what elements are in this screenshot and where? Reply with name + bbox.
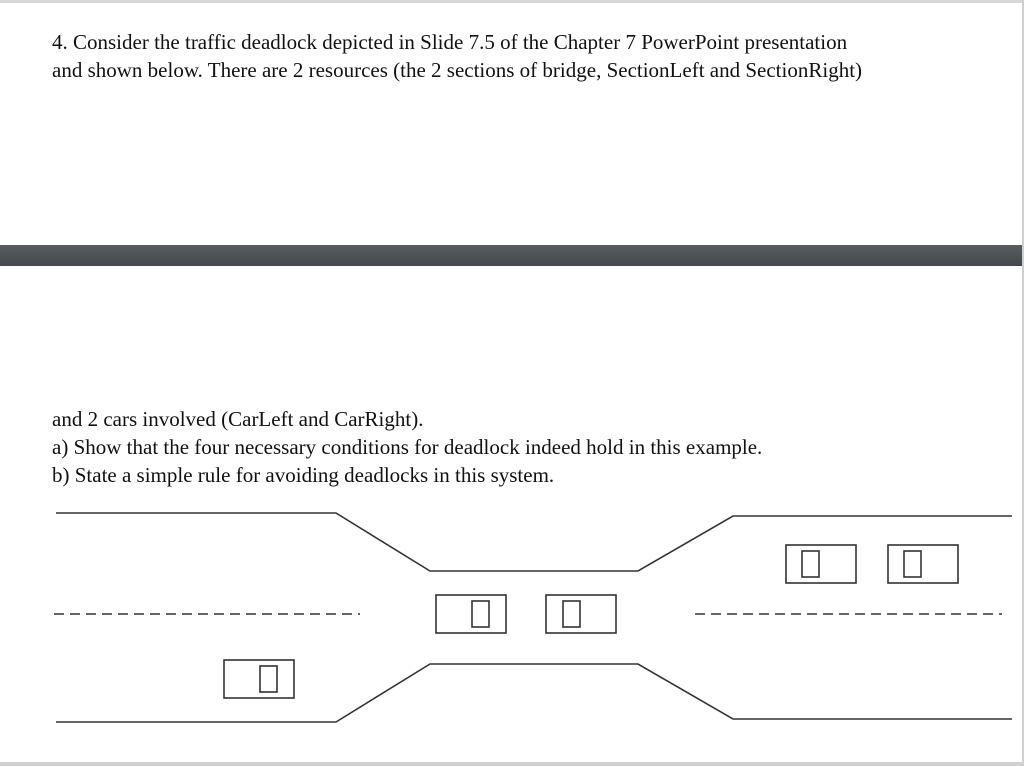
car-on-section-left [436, 595, 506, 633]
question-part-a: a) Show that the four necessary conditions for deadlock indeed hold in this example. [52, 435, 763, 459]
road-bottom-edge [56, 664, 1012, 722]
question-line-2: and shown below. There are 2 resources (the 2 sections of bridge, SectionLeft and SectionRight) [52, 58, 863, 82]
question-part-b: b) State a simple rule for avoiding deadlocks in this system. [52, 463, 555, 487]
page-top-border [0, 0, 1024, 3]
question-line-1: 4. Consider the traffic deadlock depicted in Slide 7.5 of the Chapter 7 PowerPoint presentation [52, 30, 848, 54]
road-top-edge [56, 513, 1012, 571]
car-right-queue-1 [786, 545, 856, 583]
question-intro [52, 28, 992, 84]
bridge-deadlock-diagram [0, 490, 1024, 750]
car-on-section-right [546, 595, 616, 633]
continuation-line: and 2 cars involved (CarLeft and CarRight). [52, 407, 424, 431]
slide-image-placeholder-bar [0, 245, 1022, 266]
page-bottom-border [0, 762, 1024, 766]
car-left-queue [224, 660, 294, 698]
car-right-queue-2 [888, 545, 958, 583]
question-continuation [52, 405, 992, 489]
